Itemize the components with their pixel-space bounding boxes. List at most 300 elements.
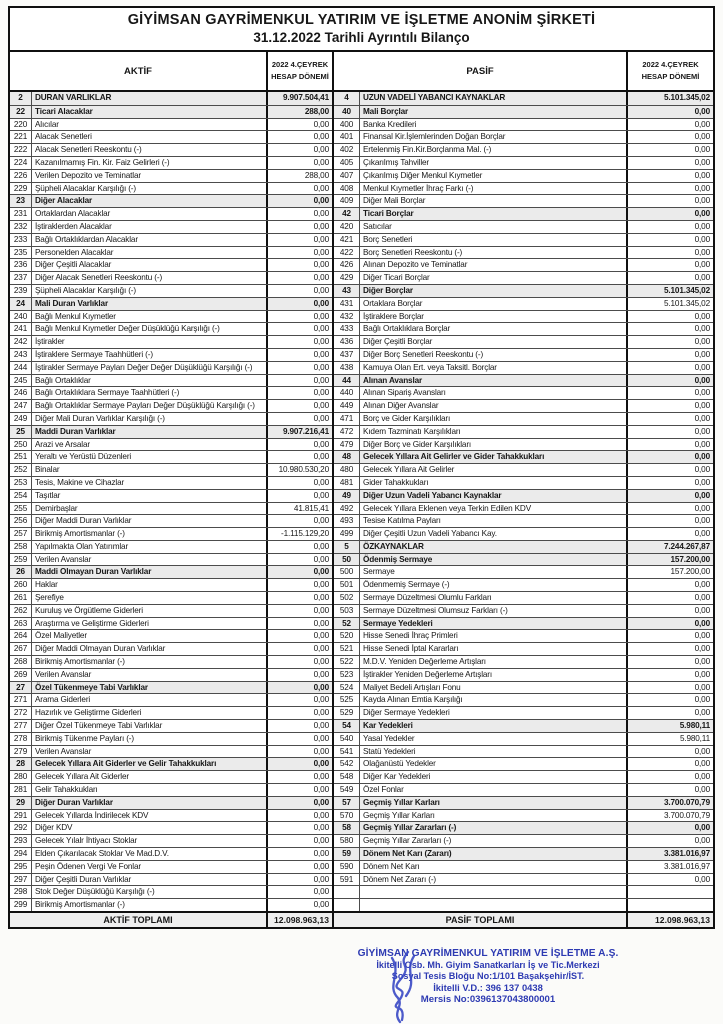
row-label: Hisse Senedi İhraç Primleri [363,631,458,641]
row-label: Alınan Diğer Avanslar [363,401,439,411]
row-code: 542 [334,758,360,770]
row-code: 49 [334,490,360,502]
row-label: Hazırlık ve Geliştirme Giderleri [35,708,142,718]
row-label: Kamuya Olan Ert. veya Taksitl. Borçlar [363,362,497,372]
row-label: Birikmiş Amortismanlar (-) [35,529,125,539]
row-label: Diğer Sermaye Yedekleri [363,708,450,718]
row-code: 58 [334,822,360,834]
row-code: 431 [334,298,360,310]
document-header [10,8,713,52]
row-code: 421 [334,234,360,246]
pasif-total-value: 12.098.963,13 [626,913,713,927]
aktif-section [10,92,332,927]
row-value: 0,00 [266,375,332,387]
row-label: Ödenmemiş Sermaye (-) [363,580,450,590]
row-label: Diğer Alacak Senetleri Reeskontu (-) [35,273,163,283]
row-value: 0,00 [266,605,332,617]
row-value: 9.907.504,41 [266,92,332,105]
row-label: Arama Giderleri [35,695,91,705]
row-value: 0,00 [626,170,713,182]
row-value: 0,00 [626,221,713,233]
row-label: Dönem Net Zararı (-) [363,874,436,884]
table-row [10,860,332,873]
row-code: 429 [334,272,360,284]
row-label: ÖZKAYNAKLAR [363,541,424,551]
table-row [10,834,332,847]
row-value: 0,00 [266,208,332,220]
table-row [10,450,332,463]
row-value: 0,00 [266,221,332,233]
row-value: 0,00 [266,439,332,451]
table-row [334,361,713,374]
row-code: 409 [334,195,360,207]
table-row [334,335,713,348]
table-row [334,834,713,847]
table-row [10,386,332,399]
row-value: 0,00 [266,886,332,898]
row-value: 0,00 [266,259,332,271]
table-row [334,271,713,284]
row-code: 251 [10,451,32,463]
row-code: 492 [334,503,360,515]
table-row [334,719,713,732]
row-value: 0,00 [266,298,332,310]
row-value: 0,00 [626,400,713,412]
row-label: DURAN VARLIKLAR [35,93,112,102]
row-code: 257 [10,528,32,540]
row-value: 0,00 [266,618,332,630]
table-row [334,540,713,553]
table-row [334,642,713,655]
row-code: 590 [334,861,360,873]
row-code: 591 [334,874,360,886]
row-value: 0,00 [266,234,332,246]
row-label: Binalar [35,465,60,475]
table-row [334,399,713,412]
table-row [334,553,713,566]
row-value: 0,00 [266,797,332,809]
row-value: 0,00 [626,195,713,207]
row-value: 0,00 [626,490,713,502]
row-code: 541 [334,746,360,758]
row-label: Bağlı Ortaklıklar Sermaye Payları Değer Düşüklüğü Karşılığı (-) [35,401,255,411]
row-code: 244 [10,362,32,374]
row-label: Demirbaşlar [35,503,78,513]
table-row [334,783,713,796]
row-code: 548 [334,771,360,783]
row-code: 57 [334,797,360,809]
row-label: Elden Çıkarılacak Stoklar Ve Mad.D.V. [35,849,169,859]
row-code: 436 [334,336,360,348]
row-code: 263 [10,618,32,630]
row-value: 0,00 [626,323,713,335]
row-code: 264 [10,630,32,642]
row-code: 401 [334,131,360,143]
row-value: 0,00 [266,285,332,297]
table-row [10,796,332,809]
row-label: Diğer Maddi Olmayan Duran Varlıklar [35,644,166,654]
row-value: 0,00 [266,183,332,195]
row-code: 479 [334,439,360,451]
row-value: 0,00 [266,784,332,796]
row-value: 0,00 [266,810,332,822]
aktif-total-value: 12.098.963,13 [266,913,332,927]
row-label: Diğer Alacaklar [35,196,93,206]
row-code: 493 [334,515,360,527]
row-code: 299 [10,899,32,911]
row-label: Verilen Depozito ve Teminatlar [35,170,141,180]
row-code: 50 [334,554,360,566]
row-code: 481 [334,477,360,489]
table-row [10,617,332,630]
row-value: 0,00 [266,272,332,284]
row-value: 5.980,11 [626,733,713,745]
row-label: Diğer Uzun Vadeli Yabancı Kaynaklar [363,490,502,500]
table-row [10,438,332,451]
row-code: 239 [10,285,32,297]
row-label: Ertelenmiş Fin.Kir.Borçlanma Mal. (-) [363,145,492,155]
table-row [334,233,713,246]
row-label: UZUN VADELİ YABANCI KAYNAKLAR [363,93,506,102]
row-value: 0,00 [626,336,713,348]
table-row [334,322,713,335]
row-code: 48 [334,451,360,463]
row-label: Gelecek Yıllarda İndirilecek KDV [35,810,149,820]
row-code: 277 [10,720,32,732]
row-value: 288,00 [266,106,332,118]
row-label: Diğer Özel Tükenmeye Tabi Varlıklar [35,721,163,731]
row-code: 279 [10,746,32,758]
table-row [334,118,713,131]
row-value: 0,00 [266,874,332,886]
row-label: Menkul Kıymetler İhraç Farkı (-) [363,183,474,193]
row-code: 259 [10,554,32,566]
row-code: 297 [10,874,32,886]
row-code: 262 [10,605,32,617]
row-value: 0,00 [626,311,713,323]
row-label: İştiraklerden Alacaklar [35,221,112,231]
row-value: 0,00 [266,362,332,374]
table-row [10,297,332,310]
row-code: 520 [334,630,360,642]
row-value: 0,00 [266,707,332,719]
row-label: Olağanüstü Yedekler [363,759,436,769]
table-row [10,156,332,169]
table-row [10,873,332,886]
row-code: 237 [10,272,32,284]
table-row [334,770,713,783]
table-row [10,578,332,591]
table-row [10,668,332,681]
row-code: 298 [10,886,32,898]
row-code: 241 [10,323,32,335]
row-value: 0,00 [266,720,332,732]
row-code: 255 [10,503,32,515]
table-row [334,489,713,502]
table-row [10,169,332,182]
row-label: Özel Maliyetler [35,631,87,641]
table-row [10,591,332,604]
row-value: 0,00 [626,630,713,642]
row-value: 0,00 [266,336,332,348]
row-value: 3.700.070,79 [626,797,713,809]
row-code: 295 [10,861,32,873]
row-code: 292 [10,822,32,834]
stamp-mersis-no: Mersis No:0396137043800001 [420,994,556,1005]
table-row [334,156,713,169]
row-label: Ticari Borçlar [363,209,414,219]
table-row [334,885,713,898]
table-row [10,105,332,118]
row-label: Özel Tükenmeye Tabi Varlıklar [35,682,148,692]
row-value: 157.200,00 [626,566,713,578]
row-code: 233 [10,234,32,246]
row-value: 0,00 [266,515,332,527]
table-row [10,194,332,207]
row-value: 0,00 [626,131,713,143]
row-label: Ödenmiş Sermaye [363,554,433,564]
row-code: 222 [10,144,32,156]
row-label: Geçmiş Yıllar Zararları (-) [363,836,452,846]
row-code: 522 [334,656,360,668]
row-value: 0,00 [626,746,713,758]
row-code: 570 [334,810,360,822]
pasif-section [332,92,713,927]
row-code: 24 [10,298,32,310]
row-code: 23 [10,195,32,207]
row-label: İştirakler [35,337,65,347]
row-code: 267 [10,643,32,655]
row-value: 0,00 [626,874,713,886]
row-label: Araştırma ve Geliştirme Giderleri [35,618,149,628]
row-label: Gider Tahakkukları [363,477,429,487]
company-title: GİYİMSAN GAYRİMENKUL YATIRIM VE İŞLETME ANONİM ŞİRKETİ [127,12,596,28]
table-row [10,629,332,642]
row-code: 480 [334,464,360,476]
table-row [10,233,332,246]
row-code: 280 [10,771,32,783]
row-label: Sermaye Yedekleri [363,618,433,628]
table-row [334,476,713,489]
row-value: 0,00 [266,387,332,399]
row-label: Kuruluş ve Örgütleme Giderleri [35,605,143,615]
row-code: 294 [10,848,32,860]
table-row [10,757,332,770]
row-value: 0,00 [266,682,332,694]
row-value: 0,00 [266,477,332,489]
row-value: 3.381.016,97 [626,848,713,860]
row-value: 0,00 [266,247,332,259]
row-value: 9.907.216,41 [266,426,332,438]
pasif-period-header: 2022 4.ÇEYREK HESAP DÖNEMİ [626,52,713,90]
row-label: Alacak Senetleri Reeskontu (-) [35,145,142,155]
row-value: 3.700.070,79 [626,810,713,822]
row-code: 293 [10,835,32,847]
row-label: Geçmiş Yıllar Zararları (-) [363,823,457,833]
table-row [10,310,332,323]
table-row [334,629,713,642]
row-label: Personelden Alacaklar [35,247,114,257]
row-label: Kar Yedekleri [363,721,413,731]
table-row [10,374,332,387]
row-code: 426 [334,259,360,271]
table-row [10,642,332,655]
row-code: 271 [10,694,32,706]
table-row [334,898,713,911]
table-row [10,732,332,745]
table-row [10,693,332,706]
row-value: 157.200,00 [626,554,713,566]
row-code: 500 [334,566,360,578]
table-row [10,258,332,271]
row-value: 0,00 [626,605,713,617]
table-row [334,847,713,860]
row-label: Diğer KDV [35,823,73,833]
row-label: Diğer Maddi Duran Varlıklar [35,516,132,526]
table-row [334,745,713,758]
row-label: Peşin Ödenen Vergi Ve Fonlar [35,861,141,871]
row-code: 43 [334,285,360,297]
row-value: 0,00 [266,669,332,681]
table-row [10,514,332,527]
row-value: 0,00 [626,247,713,259]
row-code: 242 [10,336,32,348]
row-code: 27 [10,682,32,694]
row-label: Verilen Avanslar [35,746,92,756]
row-code: 261 [10,592,32,604]
row-code: 269 [10,669,32,681]
row-code: 503 [334,605,360,617]
table-row [334,412,713,425]
row-label: Mali Duran Varlıklar [35,298,108,308]
row-label: Birikmiş Amortismanlar (-) [35,657,125,667]
row-code: 291 [10,810,32,822]
row-code: 28 [10,758,32,770]
pasif-column-header: PASİF [332,52,626,90]
row-value: 0,00 [626,515,713,527]
row-value: 0,00 [266,733,332,745]
row-label: Borç ve Gider Karşılıkları [363,413,451,423]
row-value: 0,00 [266,451,332,463]
table-row [334,693,713,706]
row-code: 525 [334,694,360,706]
row-code: 440 [334,387,360,399]
table-row [10,745,332,758]
table-row [334,386,713,399]
row-value: 0,00 [266,643,332,655]
row-value: 0,00 [266,899,332,911]
row-value: 3.381.016,97 [626,861,713,873]
row-code: 22 [10,106,32,118]
stamp-tax-office: İkitelli V.D.: 396 137 0438 [433,982,543,993]
row-code: 247 [10,400,32,412]
row-label: Bağlı Menkul Kıymetler Değer Düşüklüğü Karşılığı (-) [35,324,220,334]
row-value: 0,00 [626,183,713,195]
table-row [334,105,713,118]
row-value: 0,00 [626,349,713,361]
row-code [334,886,360,898]
table-row [334,732,713,745]
row-code: 402 [334,144,360,156]
table-row [334,514,713,527]
row-value [626,886,713,898]
row-label: Diğer Borç Senetleri Reeskontu (-) [363,349,484,359]
row-code: 471 [334,413,360,425]
aktif-period-header: 2022 4.ÇEYREK HESAP DÖNEMİ [266,52,332,90]
row-code: 540 [334,733,360,745]
table-row [10,527,332,540]
row-code: 529 [334,707,360,719]
aktif-column-header: AKTİF [124,65,152,77]
row-label: Mali Borçlar [363,106,409,116]
table-row [10,809,332,822]
row-code: 420 [334,221,360,233]
table-row [10,706,332,719]
row-code: 52 [334,618,360,630]
row-value [626,899,713,911]
aktif-total-label: AKTİF TOPLAMI [103,915,173,925]
row-value: 0,00 [626,362,713,374]
table-row [10,335,332,348]
row-label: Arazi ve Arsalar [35,439,90,449]
table-row [10,220,332,233]
row-value: 0,00 [266,541,332,553]
row-value: 0,00 [266,579,332,591]
table-row [10,412,332,425]
row-label: Banka Kredileri [363,119,417,129]
row-value: 0,00 [626,106,713,118]
row-label: Bağlı Ortaklıklardan Alacaklar [35,234,138,244]
row-label: Diğer Borçlar [363,285,413,295]
row-label: Alacak Senetleri [35,132,92,142]
row-label: Şerefiye [35,593,64,603]
row-value: 0,00 [626,234,713,246]
row-code: 220 [10,119,32,131]
table-row [334,578,713,591]
row-value: 0,00 [266,656,332,668]
table-row [10,476,332,489]
row-value: 288,00 [266,170,332,182]
row-code: 226 [10,170,32,182]
table-row [10,540,332,553]
table-row [10,361,332,374]
row-code: 224 [10,157,32,169]
row-value: 0,00 [626,656,713,668]
row-label: Diğer Kar Yedekleri [363,772,431,782]
row-label: Tesise Katılma Payları [363,516,441,526]
row-label: Diğer Mali Duran Varlıklar Karşılığı (-) [35,413,165,423]
row-code: 221 [10,131,32,143]
table-row [334,463,713,476]
row-label: Gelecek Yılalr İhtiyacı Stoklar [35,836,138,846]
table-row [10,182,332,195]
table-row [334,450,713,463]
row-label: Diğer Ticari Borçlar [363,273,430,283]
row-code: 499 [334,528,360,540]
table-row [334,604,713,617]
row-code: 472 [334,426,360,438]
row-label: Diğer Mali Borçlar [363,196,426,206]
row-code: 40 [334,106,360,118]
row-label: Dönem Net Karı [363,861,420,871]
row-label: Özel Fonlar [363,785,404,795]
row-label: Verilen Avanslar [35,554,92,564]
table-row [334,502,713,515]
row-label: Sermaye Düzeltmesi Olumlu Farkları [363,593,492,603]
row-label: Stok Değer Düşüklüğü Karşılığı (-) [35,887,155,897]
row-value: 0,00 [266,758,332,770]
row-value: 0,00 [626,387,713,399]
